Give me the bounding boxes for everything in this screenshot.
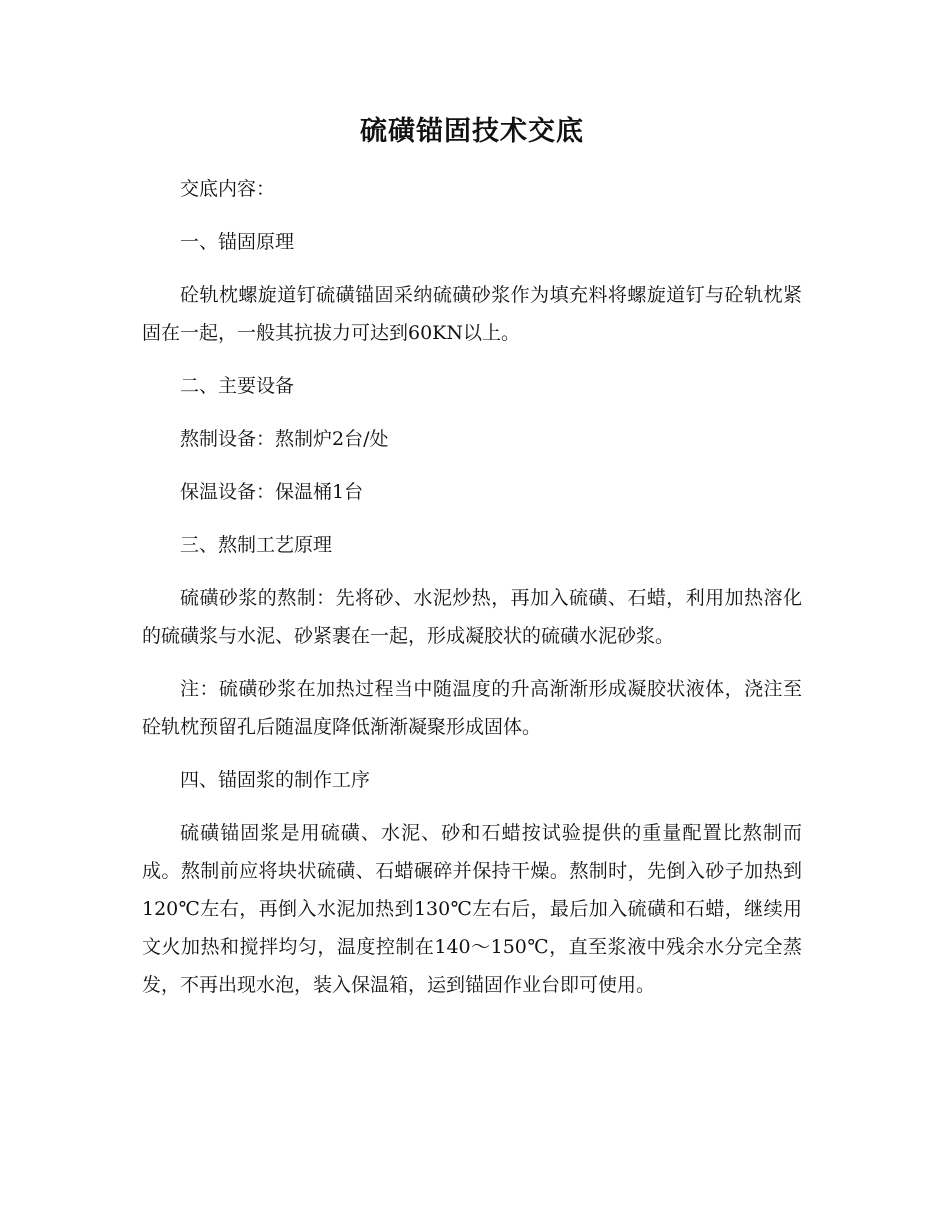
paragraph-equipment-insulation: 保温设备：保温桶1台: [180, 481, 364, 503]
document-body: [142, 112, 802, 1019]
paragraph-boiling-process: 硫磺砂浆的熬制：先将砂、水泥炒热，再加入硫磺、石蜡，利用加热溶化的硫磺浆与水泥、砂紧裹在一起，形成凝胶状的硫磺水泥砂浆。: [142, 587, 802, 647]
paragraph-note: 注：硫磺砂浆在加热过程当中随温度的升高渐渐形成凝胶状液体，浇注至砼轨枕预留孔后随温度降低渐渐凝聚形成固体。: [142, 678, 802, 738]
paragraph-production-steps: 硫磺锚固浆是用硫磺、水泥、砂和石蜡按试验提供的重量配置比熬制而成。熬制前应将块状硫磺、石蜡碾碎并保持干燥。熬制时，先倒入砂子加热到120℃左右，再倒入水泥加热到130℃左右后，最后加入硫磺和石蜡，继续用文火加热和搅拌均匀，温度控制在140～150℃，直至浆液中残余水分完全蒸发，不再出现水泡，装入保温箱，运到锚固作业台即可使用。: [142, 822, 802, 996]
section-heading-3: 三、熬制工艺原理: [180, 534, 333, 556]
section-heading-4: 四、锚固浆的制作工序: [180, 769, 371, 791]
section-heading-2: 二、主要设备: [180, 375, 295, 397]
paragraph-equipment-boiling: 熬制设备：熬制炉2台/处: [180, 428, 389, 450]
paragraph-intro: 交底内容：: [180, 178, 276, 200]
paragraph-principle: 砼轨枕螺旋道钉硫磺锚固采纳硫磺砂浆作为填充料将螺旋道钉与砼轨枕紧固在一起，一般其抗拔力可达到60KN以上。: [142, 284, 802, 344]
section-heading-1: 一、锚固原理: [180, 231, 295, 253]
document-title: 硫磺锚固技术交底: [360, 116, 584, 147]
